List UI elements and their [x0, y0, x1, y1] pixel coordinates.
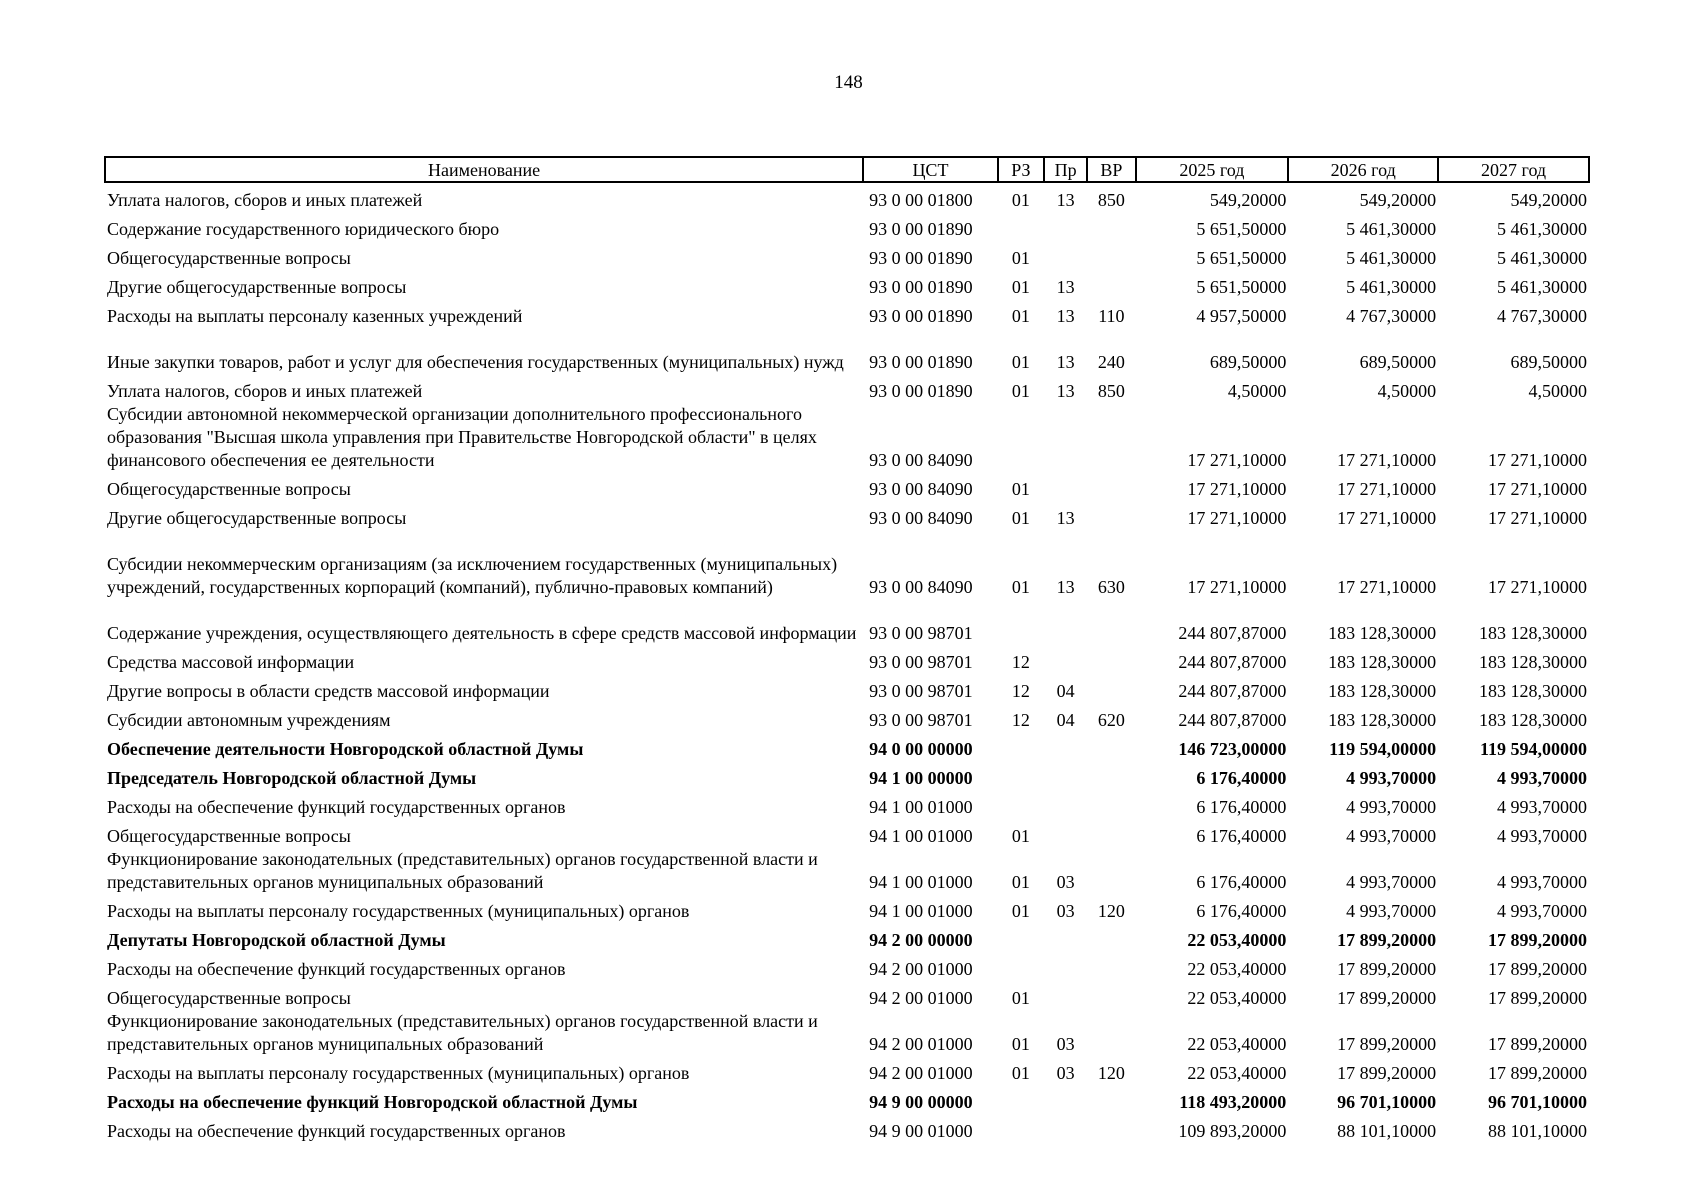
row-name: Депутаты Новгородской областной Думы [107, 930, 446, 950]
table-row [105, 599, 1589, 645]
row-name: Средства массовой информации [107, 652, 355, 672]
row-cst: 94 1 00 01000 [869, 901, 973, 921]
row-vr: 120 [1097, 1063, 1125, 1083]
table-row [105, 894, 1589, 923]
row-2026: 88 101,10000 [1337, 1121, 1437, 1141]
row-2027: 5 461,30000 [1497, 248, 1587, 268]
table-row [105, 1010, 1589, 1056]
table-row [105, 790, 1589, 819]
row-2027: 17 271,10000 [1488, 577, 1587, 597]
row-pr [1044, 923, 1087, 952]
row-2027: 17 899,20000 [1488, 1063, 1587, 1083]
row-cst: 93 0 00 01890 [869, 277, 973, 297]
row-2027: 17 899,20000 [1488, 930, 1587, 950]
row-vr: 850 [1097, 190, 1125, 210]
header-2026: 2026 год [1288, 157, 1438, 182]
row-cst: 94 1 00 01000 [869, 797, 973, 817]
row-cst: 93 0 00 98701 [869, 710, 973, 730]
row-pr: 03 [1056, 1034, 1075, 1054]
row-2027: 17 899,20000 [1488, 988, 1587, 1008]
row-rz [998, 952, 1044, 981]
row-vr [1087, 848, 1135, 894]
row-2026: 183 128,30000 [1328, 710, 1437, 730]
table-row-section [105, 761, 1589, 790]
row-rz: 12 [1011, 652, 1030, 672]
row-2025: 5 651,50000 [1196, 219, 1287, 239]
row-2027: 5 461,30000 [1497, 277, 1587, 297]
row-vr [1087, 270, 1135, 299]
row-cst: 94 2 00 01000 [869, 1063, 973, 1083]
row-2025: 244 807,87000 [1178, 652, 1287, 672]
table-row [105, 374, 1589, 403]
header-name: Наименование [105, 157, 863, 182]
row-name: Субсидии автономным учреждениям [107, 710, 391, 730]
table-row-section [105, 1085, 1589, 1114]
row-2025: 244 807,87000 [1178, 623, 1287, 643]
row-2026: 17 899,20000 [1337, 988, 1437, 1008]
table-header-row [105, 157, 1589, 182]
row-name: Председатель Новгородской областной Думы [107, 768, 477, 788]
table-row [105, 703, 1589, 732]
row-2025: 6 176,40000 [1196, 826, 1287, 846]
row-vr: 110 [1098, 306, 1125, 326]
row-2027: 4 767,30000 [1497, 306, 1587, 326]
row-vr [1087, 1114, 1135, 1143]
row-2026: 17 899,20000 [1337, 930, 1437, 950]
row-name: Расходы на выплаты персоналу казенных учреждений [107, 306, 523, 326]
row-2025: 5 651,50000 [1196, 277, 1287, 297]
row-vr [1087, 501, 1135, 530]
row-2025: 109 893,20000 [1178, 1121, 1287, 1141]
row-2025: 5 651,50000 [1196, 248, 1287, 268]
row-pr [1044, 241, 1087, 270]
row-vr [1087, 472, 1135, 501]
row-2026: 4 993,70000 [1346, 872, 1437, 892]
row-cst: 93 0 00 01890 [869, 219, 973, 239]
row-name: Иные закупки товаров, работ и услуг для обеспечения государственных (муниципальных) нужд [107, 352, 844, 372]
row-2026: 4 767,30000 [1346, 306, 1437, 326]
row-2026: 17 271,10000 [1337, 479, 1437, 499]
row-vr [1087, 403, 1135, 472]
row-vr [1087, 981, 1135, 1010]
row-vr [1087, 761, 1135, 790]
row-vr [1087, 212, 1135, 241]
table-row [105, 645, 1589, 674]
table-row [105, 299, 1589, 328]
row-rz: 01 [1011, 277, 1030, 297]
row-2026: 17 271,10000 [1337, 450, 1437, 470]
row-name: Функционирование законодательных (представительных) органов государственной власти и представительных органов муниципальных образований [107, 849, 818, 892]
header-2027: 2027 год [1438, 157, 1589, 182]
row-name: Обеспечение деятельности Новгородской областной Думы [107, 739, 584, 759]
row-2027: 4 993,70000 [1497, 872, 1587, 892]
row-name: Другие вопросы в области средств массовой информации [107, 681, 550, 701]
row-pr [1044, 761, 1087, 790]
row-2026: 183 128,30000 [1328, 652, 1437, 672]
row-pr [1044, 790, 1087, 819]
row-2027: 549,20000 [1510, 190, 1587, 210]
row-pr: 13 [1056, 577, 1075, 597]
row-pr: 03 [1056, 872, 1075, 892]
row-rz [998, 923, 1044, 952]
row-pr [1044, 472, 1087, 501]
row-cst: 93 0 00 98701 [869, 681, 973, 701]
row-pr: 04 [1056, 710, 1075, 730]
row-rz: 01 [1011, 1034, 1030, 1054]
row-2027: 183 128,30000 [1479, 710, 1587, 730]
row-2025: 549,20000 [1209, 190, 1287, 210]
row-2025: 4 957,50000 [1196, 306, 1287, 326]
row-cst: 94 9 00 00000 [869, 1092, 973, 1112]
row-vr [1087, 732, 1135, 761]
row-pr: 04 [1056, 681, 1075, 701]
row-name: Субсидии некоммерческим организациям (за исключением государственных (муниципальных) учреждений, государственных корпораций (компаний), публично-правовых компаний) [107, 554, 838, 597]
row-pr [1044, 599, 1087, 645]
row-cst: 94 1 00 01000 [869, 826, 973, 846]
row-name: Расходы на обеспечение функций государственных органов [107, 797, 566, 817]
row-2027: 183 128,30000 [1479, 623, 1587, 643]
row-rz: 01 [1011, 306, 1030, 326]
row-2027: 96 701,10000 [1488, 1092, 1587, 1112]
row-2025: 6 176,40000 [1196, 768, 1287, 788]
row-2026: 4 993,70000 [1346, 768, 1437, 788]
row-cst: 94 1 00 00000 [869, 768, 973, 788]
row-2025: 4,50000 [1227, 381, 1287, 401]
row-2027: 119 594,00000 [1479, 739, 1587, 759]
row-rz [998, 212, 1044, 241]
row-2026: 4 993,70000 [1346, 901, 1437, 921]
row-name: Другие общегосударственные вопросы [107, 508, 407, 528]
row-2025: 22 053,40000 [1187, 988, 1287, 1008]
row-cst: 93 0 00 84090 [869, 450, 973, 470]
row-name: Уплата налогов, сборов и иных платежей [107, 381, 423, 401]
row-2026: 4 993,70000 [1346, 826, 1437, 846]
table-row [105, 674, 1589, 703]
row-rz: 01 [1011, 988, 1030, 1008]
row-cst: 93 0 00 01890 [869, 352, 973, 372]
row-vr [1087, 645, 1135, 674]
row-rz: 01 [1011, 826, 1030, 846]
row-2025: 118 493,20000 [1179, 1092, 1287, 1112]
row-pr [1044, 645, 1087, 674]
header-vr: ВР [1087, 157, 1135, 182]
row-2027: 5 461,30000 [1497, 219, 1587, 239]
header-cst: ЦСТ [863, 157, 998, 182]
table-row-section [105, 923, 1589, 952]
row-pr [1044, 732, 1087, 761]
row-2027: 4,50000 [1528, 381, 1587, 401]
row-rz: 01 [1011, 1063, 1030, 1083]
row-rz [998, 1114, 1044, 1143]
row-name: Расходы на обеспечение функций государственных органов [107, 959, 566, 979]
page-number: 148 [834, 72, 863, 93]
row-cst: 94 1 00 01000 [869, 872, 973, 892]
row-2026: 17 899,20000 [1337, 1034, 1437, 1054]
row-2025: 6 176,40000 [1196, 797, 1287, 817]
row-name: Другие общегосударственные вопросы [107, 277, 407, 297]
row-2027: 17 899,20000 [1488, 1034, 1587, 1054]
row-vr [1087, 952, 1135, 981]
table-row [105, 182, 1589, 212]
row-vr: 850 [1097, 381, 1125, 401]
row-pr: 03 [1056, 1063, 1075, 1083]
row-name: Расходы на обеспечение функций государственных органов [107, 1121, 566, 1141]
table-row [105, 270, 1589, 299]
row-vr [1087, 674, 1135, 703]
row-2026: 96 701,10000 [1337, 1092, 1437, 1112]
row-rz [998, 761, 1044, 790]
row-cst: 94 2 00 01000 [869, 959, 973, 979]
budget-table [104, 156, 1590, 1143]
row-cst: 94 2 00 01000 [869, 988, 973, 1008]
row-rz [998, 403, 1044, 472]
row-2026: 4 993,70000 [1346, 797, 1437, 817]
row-2025: 146 723,00000 [1178, 739, 1287, 759]
row-pr: 03 [1056, 901, 1075, 921]
row-2026: 5 461,30000 [1346, 248, 1437, 268]
row-2027: 4 993,70000 [1497, 826, 1587, 846]
row-cst: 93 0 00 84090 [869, 479, 973, 499]
header-2025: 2025 год [1136, 157, 1289, 182]
row-2026: 183 128,30000 [1328, 623, 1437, 643]
row-cst: 93 0 00 01890 [869, 306, 973, 326]
row-2025: 689,50000 [1209, 352, 1287, 372]
row-name: Общегосударственные вопросы [107, 988, 351, 1008]
row-2026: 5 461,30000 [1346, 219, 1437, 239]
row-rz [998, 732, 1044, 761]
row-rz: 01 [1011, 352, 1030, 372]
row-cst: 94 0 00 00000 [869, 739, 973, 759]
row-2025: 17 271,10000 [1187, 450, 1287, 470]
row-2027: 689,50000 [1510, 352, 1587, 372]
row-2027: 17 271,10000 [1488, 479, 1587, 499]
row-cst: 94 2 00 00000 [869, 930, 973, 950]
row-2025: 17 271,10000 [1187, 508, 1287, 528]
table-row [105, 472, 1589, 501]
table-row [105, 981, 1589, 1010]
row-rz: 01 [1011, 872, 1030, 892]
row-vr: 620 [1097, 710, 1125, 730]
table-row [105, 1114, 1589, 1143]
row-rz [998, 790, 1044, 819]
row-cst: 93 0 00 84090 [869, 577, 973, 597]
row-pr [1044, 1114, 1087, 1143]
row-vr: 240 [1097, 352, 1125, 372]
row-2025: 244 807,87000 [1178, 710, 1287, 730]
row-pr: 13 [1056, 306, 1075, 326]
row-2026: 183 128,30000 [1328, 681, 1437, 701]
row-name: Содержание учреждения, осуществляющего деятельность в сфере средств массовой информации [107, 623, 857, 643]
row-vr [1087, 923, 1135, 952]
row-rz: 01 [1011, 479, 1030, 499]
header-rz: РЗ [998, 157, 1044, 182]
table-row [105, 530, 1589, 599]
row-2025: 22 053,40000 [1187, 1063, 1287, 1083]
row-pr: 13 [1056, 352, 1075, 372]
row-2027: 4 993,70000 [1497, 901, 1587, 921]
row-vr [1087, 819, 1135, 848]
row-cst: 93 0 00 84090 [869, 508, 973, 528]
row-name: Содержание государственного юридического бюро [107, 219, 500, 239]
row-2026: 549,20000 [1359, 190, 1437, 210]
row-2027: 183 128,30000 [1479, 652, 1587, 672]
row-2026: 4,50000 [1377, 381, 1437, 401]
header-pr: Пр [1044, 157, 1087, 182]
row-2026: 17 899,20000 [1337, 1063, 1437, 1083]
row-name: Общегосударственные вопросы [107, 248, 351, 268]
row-2025: 6 176,40000 [1196, 901, 1287, 921]
row-2027: 4 993,70000 [1497, 797, 1587, 817]
row-2027: 17 271,10000 [1488, 508, 1587, 528]
row-name: Расходы на выплаты персоналу государственных (муниципальных) органов [107, 901, 690, 921]
row-cst: 93 0 00 01890 [869, 248, 973, 268]
row-name: Расходы на обеспечение функций Новгородской областной Думы [107, 1092, 638, 1112]
row-cst: 94 9 00 01000 [869, 1121, 973, 1141]
row-2027: 4 993,70000 [1497, 768, 1587, 788]
row-2025: 6 176,40000 [1196, 872, 1287, 892]
row-pr: 13 [1056, 190, 1075, 210]
row-name: Расходы на выплаты персоналу государственных (муниципальных) органов [107, 1063, 690, 1083]
table-row [105, 1056, 1589, 1085]
row-name: Функционирование законодательных (представительных) органов государственной власти и представительных органов муниципальных образований [107, 1011, 818, 1054]
row-rz: 12 [1011, 681, 1030, 701]
row-rz: 12 [1011, 710, 1030, 730]
table-row [105, 819, 1589, 848]
row-2026: 17 271,10000 [1337, 577, 1437, 597]
row-cst: 94 2 00 01000 [869, 1034, 973, 1054]
row-pr [1044, 1085, 1087, 1114]
row-rz [998, 599, 1044, 645]
row-2025: 22 053,40000 [1187, 959, 1287, 979]
table-row [105, 848, 1589, 894]
row-2027: 17 899,20000 [1488, 959, 1587, 979]
row-2026: 17 271,10000 [1337, 508, 1437, 528]
row-name: Общегосударственные вопросы [107, 826, 351, 846]
row-pr [1044, 403, 1087, 472]
row-2025: 17 271,10000 [1187, 577, 1287, 597]
row-name: Субсидии автономной некоммерческой организации дополнительного профессионального образования "Высшая школа управления при Правительстве Новгородской области" в целях финансового обеспечения ее деятельности [107, 404, 817, 470]
table-row [105, 328, 1589, 374]
row-name: Общегосударственные вопросы [107, 479, 351, 499]
row-rz: 01 [1011, 381, 1030, 401]
row-rz: 01 [1011, 190, 1030, 210]
row-rz: 01 [1011, 508, 1030, 528]
row-2027: 17 271,10000 [1488, 450, 1587, 470]
row-vr: 630 [1097, 577, 1125, 597]
row-pr: 13 [1056, 508, 1075, 528]
row-2027: 88 101,10000 [1488, 1121, 1587, 1141]
row-rz: 01 [1011, 901, 1030, 921]
row-pr [1044, 952, 1087, 981]
table-row [105, 501, 1589, 530]
row-vr [1087, 1010, 1135, 1056]
row-cst: 93 0 00 01890 [869, 381, 973, 401]
table-row [105, 403, 1589, 472]
table-row [105, 212, 1589, 241]
row-2025: 22 053,40000 [1187, 930, 1287, 950]
row-2027: 183 128,30000 [1479, 681, 1587, 701]
row-cst: 93 0 00 01800 [869, 190, 973, 210]
row-2025: 244 807,87000 [1178, 681, 1287, 701]
row-pr [1044, 212, 1087, 241]
row-rz: 01 [1011, 577, 1030, 597]
table-row-section [105, 732, 1589, 761]
row-rz: 01 [1011, 248, 1030, 268]
row-2025: 22 053,40000 [1187, 1034, 1287, 1054]
table-row [105, 241, 1589, 270]
row-vr [1087, 599, 1135, 645]
row-2025: 17 271,10000 [1187, 479, 1287, 499]
row-pr [1044, 981, 1087, 1010]
row-2026: 119 594,00000 [1329, 739, 1437, 759]
row-vr: 120 [1097, 901, 1125, 921]
row-vr [1087, 1085, 1135, 1114]
row-2026: 689,50000 [1359, 352, 1437, 372]
row-pr [1044, 819, 1087, 848]
row-name: Уплата налогов, сборов и иных платежей [107, 190, 423, 210]
row-cst: 93 0 00 98701 [869, 623, 973, 643]
row-2026: 17 899,20000 [1337, 959, 1437, 979]
row-rz [998, 1085, 1044, 1114]
row-2026: 5 461,30000 [1346, 277, 1437, 297]
row-vr [1087, 241, 1135, 270]
row-vr [1087, 790, 1135, 819]
row-pr: 13 [1056, 381, 1075, 401]
table-row [105, 952, 1589, 981]
row-cst: 93 0 00 98701 [869, 652, 973, 672]
row-pr: 13 [1056, 277, 1075, 297]
